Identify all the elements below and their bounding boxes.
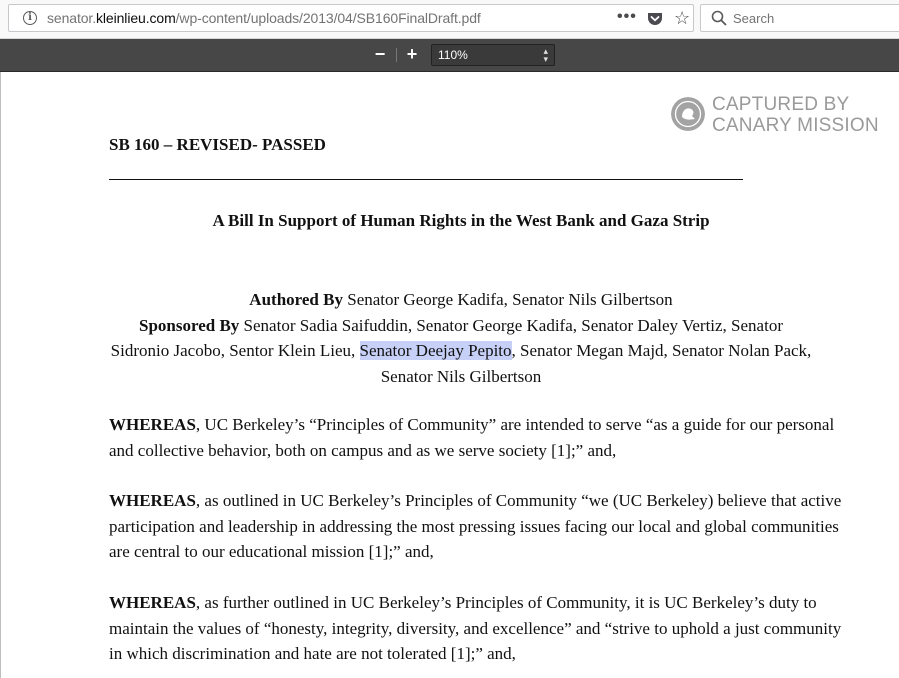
star-icon[interactable]: ☆	[674, 8, 691, 28]
zoom-select[interactable]	[431, 44, 555, 66]
pdf-toolbar	[0, 39, 899, 72]
zoom-out-button[interactable]: −	[374, 44, 386, 64]
url-field[interactable]	[8, 4, 694, 32]
bill-number: SB 160 – REVISED- PASSED	[109, 135, 326, 154]
browser-navbar	[0, 0, 899, 39]
zoom-level: 110%	[438, 48, 468, 62]
info-icon[interactable]: i	[23, 11, 37, 25]
url-text[interactable]: senator.kleinlieu.com/wp-content/uploads/2013/04/SB160FinalDraft.pdf	[47, 10, 481, 26]
selected-text: Senator Deejay Pepito	[359, 341, 512, 360]
divider	[109, 179, 743, 180]
search-placeholder: Search	[733, 11, 775, 26]
bill-title: A Bill In Support of Human Rights in the West Bank and Gaza Strip	[212, 211, 710, 230]
watermark-text: CAPTURED BY CANARY MISSION	[712, 94, 879, 136]
dropdown-caret-icon: ▴ ▾	[543, 46, 548, 64]
search-field[interactable]	[700, 4, 899, 32]
authored-line: Authored By Senator George Kadifa, Senator Nils Gilbertson	[249, 290, 673, 309]
pdf-page	[0, 72, 899, 678]
sponsored-line: Sponsored By Senator Sadia Saifuddin, Senator George Kadifa, Senator Daley Vertiz, Senator Sidronio Jacobo, Sentor Klein Lieu, Senator Deejay Pepito, Senator Megan Majd, Senator Nolan Pack, Senator Nils Gilbertson	[110, 315, 812, 386]
whereas-paragraph: WHEREAS, UC Berkeley’s “Principles of Community” are intended to serve “as a guide for our personal and collective behavior, both on campus and as we serve society [1];” and,	[109, 415, 835, 460]
more-dots-icon[interactable]: •••	[617, 8, 637, 25]
watermark	[671, 94, 891, 138]
bill-credits	[109, 287, 813, 389]
whereas-paragraph: WHEREAS, as further outlined in UC Berkeley’s Principles of Community, it is UC Berkeley’s duty to maintain the values of “honesty, integrity, diversity, and excellence” and “strive to uphold a just community in which discrimination and hate are not tolerated [1];” and,	[109, 593, 842, 663]
zoom-in-button[interactable]: +	[406, 44, 418, 64]
whereas-paragraph: WHEREAS, as outlined in UC Berkeley’s Principles of Community “we (UC Berkeley) believe that active participation and leadership in addressing the most pressing issues facing our local and global communities are central to our educational mission [1];” and,	[109, 491, 842, 561]
search-icon	[711, 10, 727, 26]
pocket-icon[interactable]	[647, 12, 663, 26]
canary-logo-icon	[671, 97, 705, 131]
toolbar-separator	[396, 48, 397, 62]
